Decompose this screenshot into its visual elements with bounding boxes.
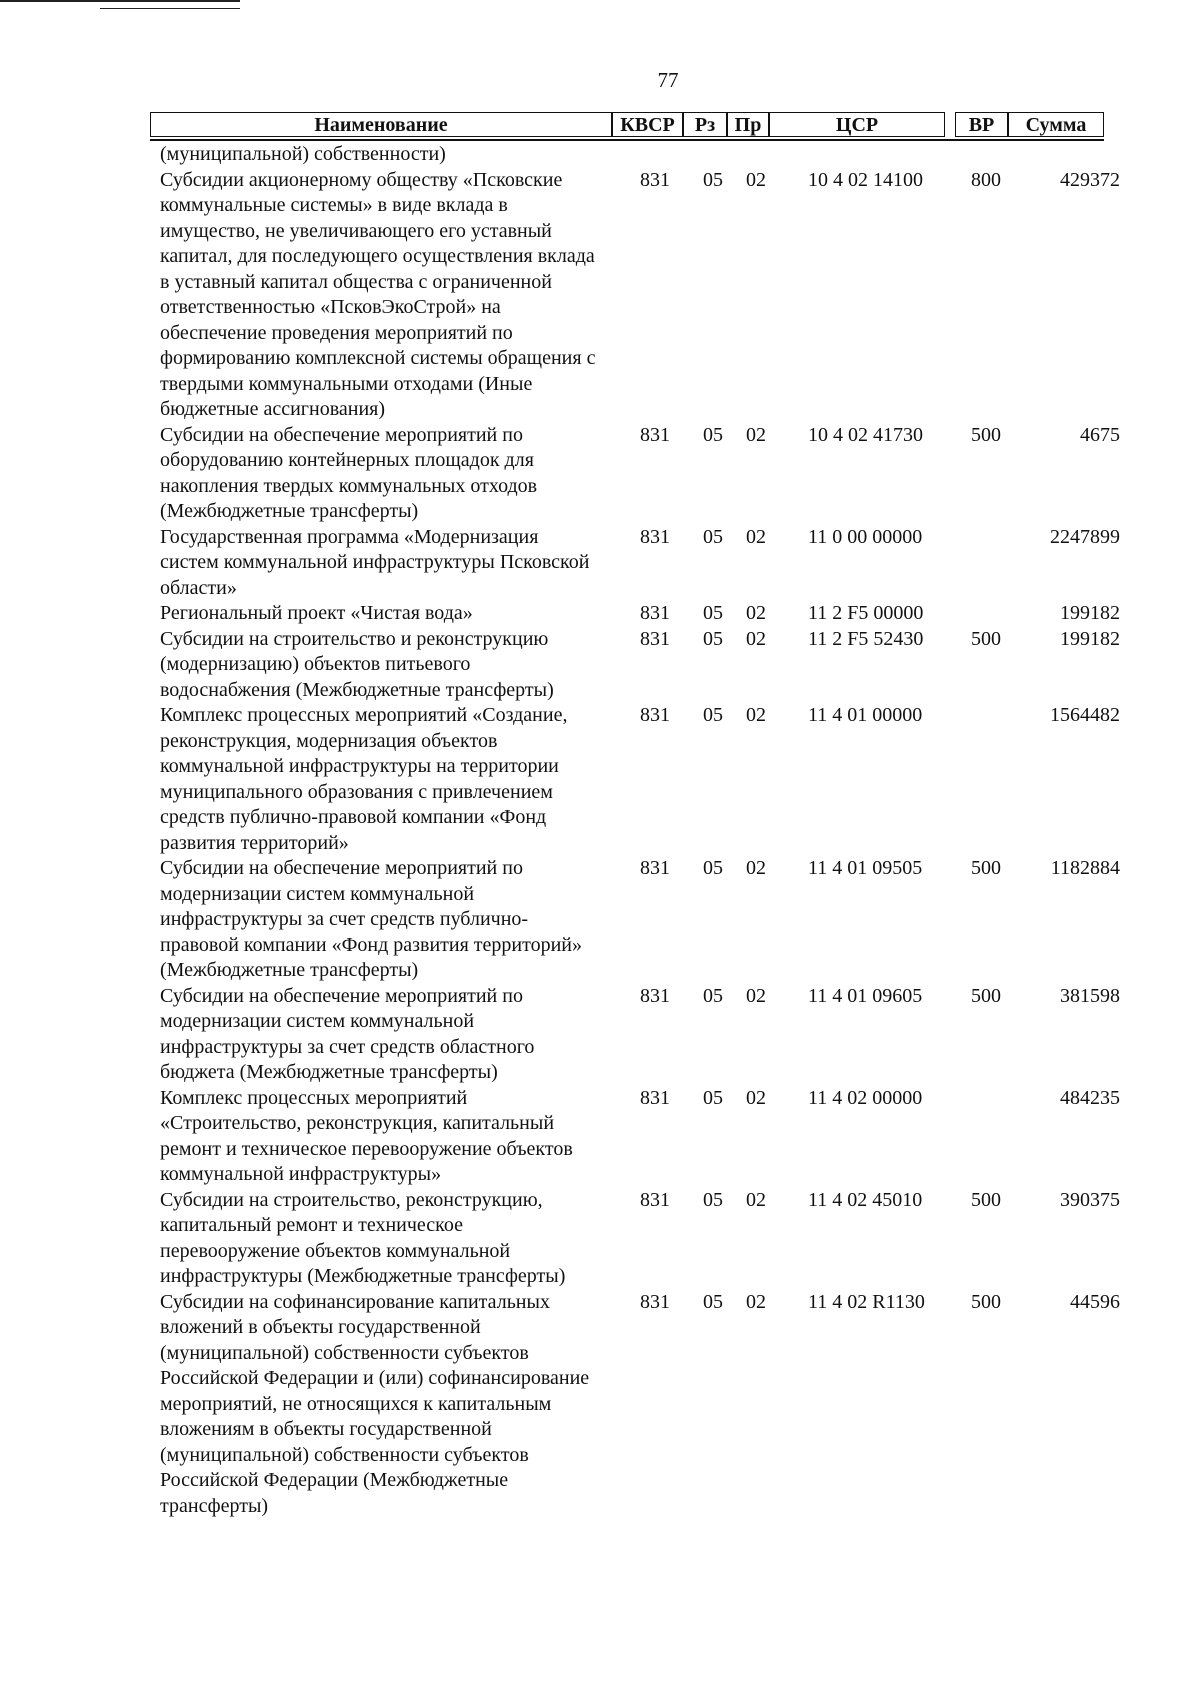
row-name: Субсидии на обеспечение мероприятий по оборудованию контейнерных площадок для накопления твердых коммунальных отходов (Межбюджетные трансферты) [160, 423, 538, 522]
row-sum: 1564482 [1050, 704, 1120, 726]
row-kvsr: 831 [640, 627, 670, 650]
row-vr: 500 [971, 1290, 1001, 1313]
row-name: Субсидии на строительство, реконструкцию, капитальный ремонт и техническое перевооружение объектов коммунальной инфраструктуры (Межбюджетные трансферты) [160, 1188, 566, 1287]
row-sum: 381598 [1060, 984, 1120, 1007]
row-vr: 500 [971, 627, 1001, 650]
row-sum: 1182884 [1050, 857, 1120, 879]
row-kvsr: 831 [640, 857, 670, 879]
table-row [160, 1290, 1120, 1520]
row-csr: 11 4 01 00000 [808, 704, 923, 726]
row-kvsr: 831 [640, 1086, 670, 1109]
page-number: 77 [657, 68, 679, 92]
table-row [160, 525, 1120, 602]
row-kvsr: 831 [640, 1188, 670, 1211]
row-name: Субсидии на строительство и реконструкцию (модернизацию) объектов питьевого водоснабжения (Межбюджетные трансферты) [160, 627, 554, 701]
row-vr: 500 [971, 857, 1001, 879]
row-pr: 02 [746, 1188, 766, 1211]
continuation-row [160, 142, 1120, 168]
row-rz: 05 [703, 627, 723, 650]
row-csr: 11 2 F5 00000 [808, 602, 924, 624]
row-rz: 05 [703, 1290, 723, 1313]
table-row [160, 1086, 1120, 1188]
row-csr: 11 4 02 R1130 [808, 1290, 925, 1313]
row-csr: 11 2 F5 52430 [808, 627, 924, 650]
row-rz: 05 [703, 423, 723, 446]
row-rz: 05 [703, 704, 723, 726]
row-sum: 44596 [1070, 1290, 1120, 1313]
row-csr: 11 4 01 09505 [808, 857, 923, 879]
row-name: Субсидии на обеспечение мероприятий по модернизации систем коммунальной инфраструктуры за счет средств областного бюджета (Межбюджетные трансферты) [160, 984, 535, 1083]
header-pr: Пр [727, 112, 769, 137]
row-pr: 02 [746, 602, 766, 624]
row-sum: 199182 [1060, 627, 1120, 650]
table-row [160, 601, 1120, 627]
row-sum: 484235 [1060, 1086, 1120, 1109]
row-pr: 02 [746, 1086, 766, 1109]
scan-edge-line [0, 0, 240, 2]
row-kvsr: 831 [640, 704, 670, 726]
header-name: Наименование [150, 112, 612, 137]
row-name: Государственная программа «Модернизация систем коммунальной инфраструктуры Псковской области» [160, 525, 590, 599]
row-kvsr: 831 [640, 984, 670, 1007]
row-vr: 800 [971, 168, 1001, 191]
table-row [160, 703, 1120, 856]
row-rz: 05 [703, 857, 723, 879]
scan-edge-line [100, 8, 240, 9]
table-row [160, 627, 1120, 704]
table-row [160, 168, 1120, 423]
row-pr: 02 [746, 857, 766, 879]
header-sum: Сумма [1008, 112, 1104, 137]
row-rz: 05 [703, 1188, 723, 1211]
row-vr: 500 [971, 1188, 1001, 1211]
header-vr: ВР [955, 112, 1008, 137]
row-pr: 02 [746, 525, 766, 548]
row-sum: 429372 [1060, 168, 1120, 191]
row-csr: 11 4 01 09605 [808, 984, 923, 1007]
row-vr: 500 [971, 423, 1001, 446]
row-kvsr: 831 [640, 168, 670, 191]
table-row [160, 423, 1120, 525]
row-pr: 02 [746, 984, 766, 1007]
table-row [160, 856, 1120, 984]
row-pr: 02 [746, 423, 766, 446]
row-sum: 2247899 [1050, 525, 1120, 548]
header-rz: Рз [683, 112, 727, 137]
row-sum: 390375 [1060, 1188, 1120, 1211]
row-kvsr: 831 [640, 525, 670, 548]
row-kvsr: 831 [640, 423, 670, 446]
row-kvsr: 831 [640, 602, 670, 624]
row-name: Субсидии на софинансирование капитальных вложений в объекты государственной (муниципальной) собственности субъектов Российской Федерации и (или) софинансирование мероприятий, не относящихся к капитальным вложениям в объекты государственной (муниципальной) собственности субъектов Российской Федерации (Межбюджетные трансферты) [160, 1290, 590, 1517]
row-name: Субсидии на обеспечение мероприятий по модернизации систем коммунальной инфраструктуры за счет средств публично-правовой компании «Фонд развития территорий» (Межбюджетные трансферты) [160, 857, 583, 981]
row-pr: 02 [746, 704, 766, 726]
row-sum: 4675 [1080, 423, 1120, 446]
row-rz: 05 [703, 984, 723, 1007]
table-body [160, 142, 1120, 1519]
row-rz: 05 [703, 525, 723, 548]
table-header [150, 112, 1104, 139]
row-csr: 10 4 02 41730 [808, 423, 923, 446]
row-csr: 11 4 02 00000 [808, 1086, 923, 1109]
continuation-text: (муниципальной) собственности) [160, 143, 446, 165]
header-csr: ЦСР [769, 112, 945, 137]
row-name: Комплекс процессных мероприятий «Строительство, реконструкция, капитальный ремонт и техническое перевооружение объектов коммунальной инфраструктуры» [160, 1086, 573, 1185]
row-vr: 500 [971, 984, 1001, 1007]
row-csr: 10 4 02 14100 [808, 168, 923, 191]
row-sum: 199182 [1060, 602, 1120, 624]
table-row [160, 984, 1120, 1086]
row-name: Комплекс процессных мероприятий «Создание, реконструкция, модернизация объектов коммунальной инфраструктуры на территории муниципального образования с привлечением средств публично-правовой компании «Фонд развития территорий» [160, 704, 568, 854]
row-kvsr: 831 [640, 1290, 670, 1313]
row-name: Региональный проект «Чистая вода» [160, 602, 473, 624]
row-rz: 05 [703, 168, 723, 191]
row-rz: 05 [703, 1086, 723, 1109]
row-pr: 02 [746, 627, 766, 650]
row-rz: 05 [703, 602, 723, 624]
table-row [160, 1188, 1120, 1290]
header-underline [150, 139, 1104, 141]
row-csr: 11 0 00 00000 [808, 525, 923, 548]
row-name: Субсидии акционерному обществу «Псковские коммунальные системы» в виде вклада в имущество, не увеличивающего его уставный капитал, для последующего осуществления вклада в уставный капитал общества с ограниченной ответственностью «ПсковЭкоСтрой» на обеспечение проведения мероприятий по формированию комплексной системы обращения с твердыми коммунальными отходами (Иные бюджетные ассигнования) [160, 168, 596, 420]
row-pr: 02 [746, 168, 766, 191]
row-csr: 11 4 02 45010 [808, 1188, 923, 1211]
header-kvsr: КВСР [612, 112, 683, 137]
row-pr: 02 [746, 1290, 766, 1313]
